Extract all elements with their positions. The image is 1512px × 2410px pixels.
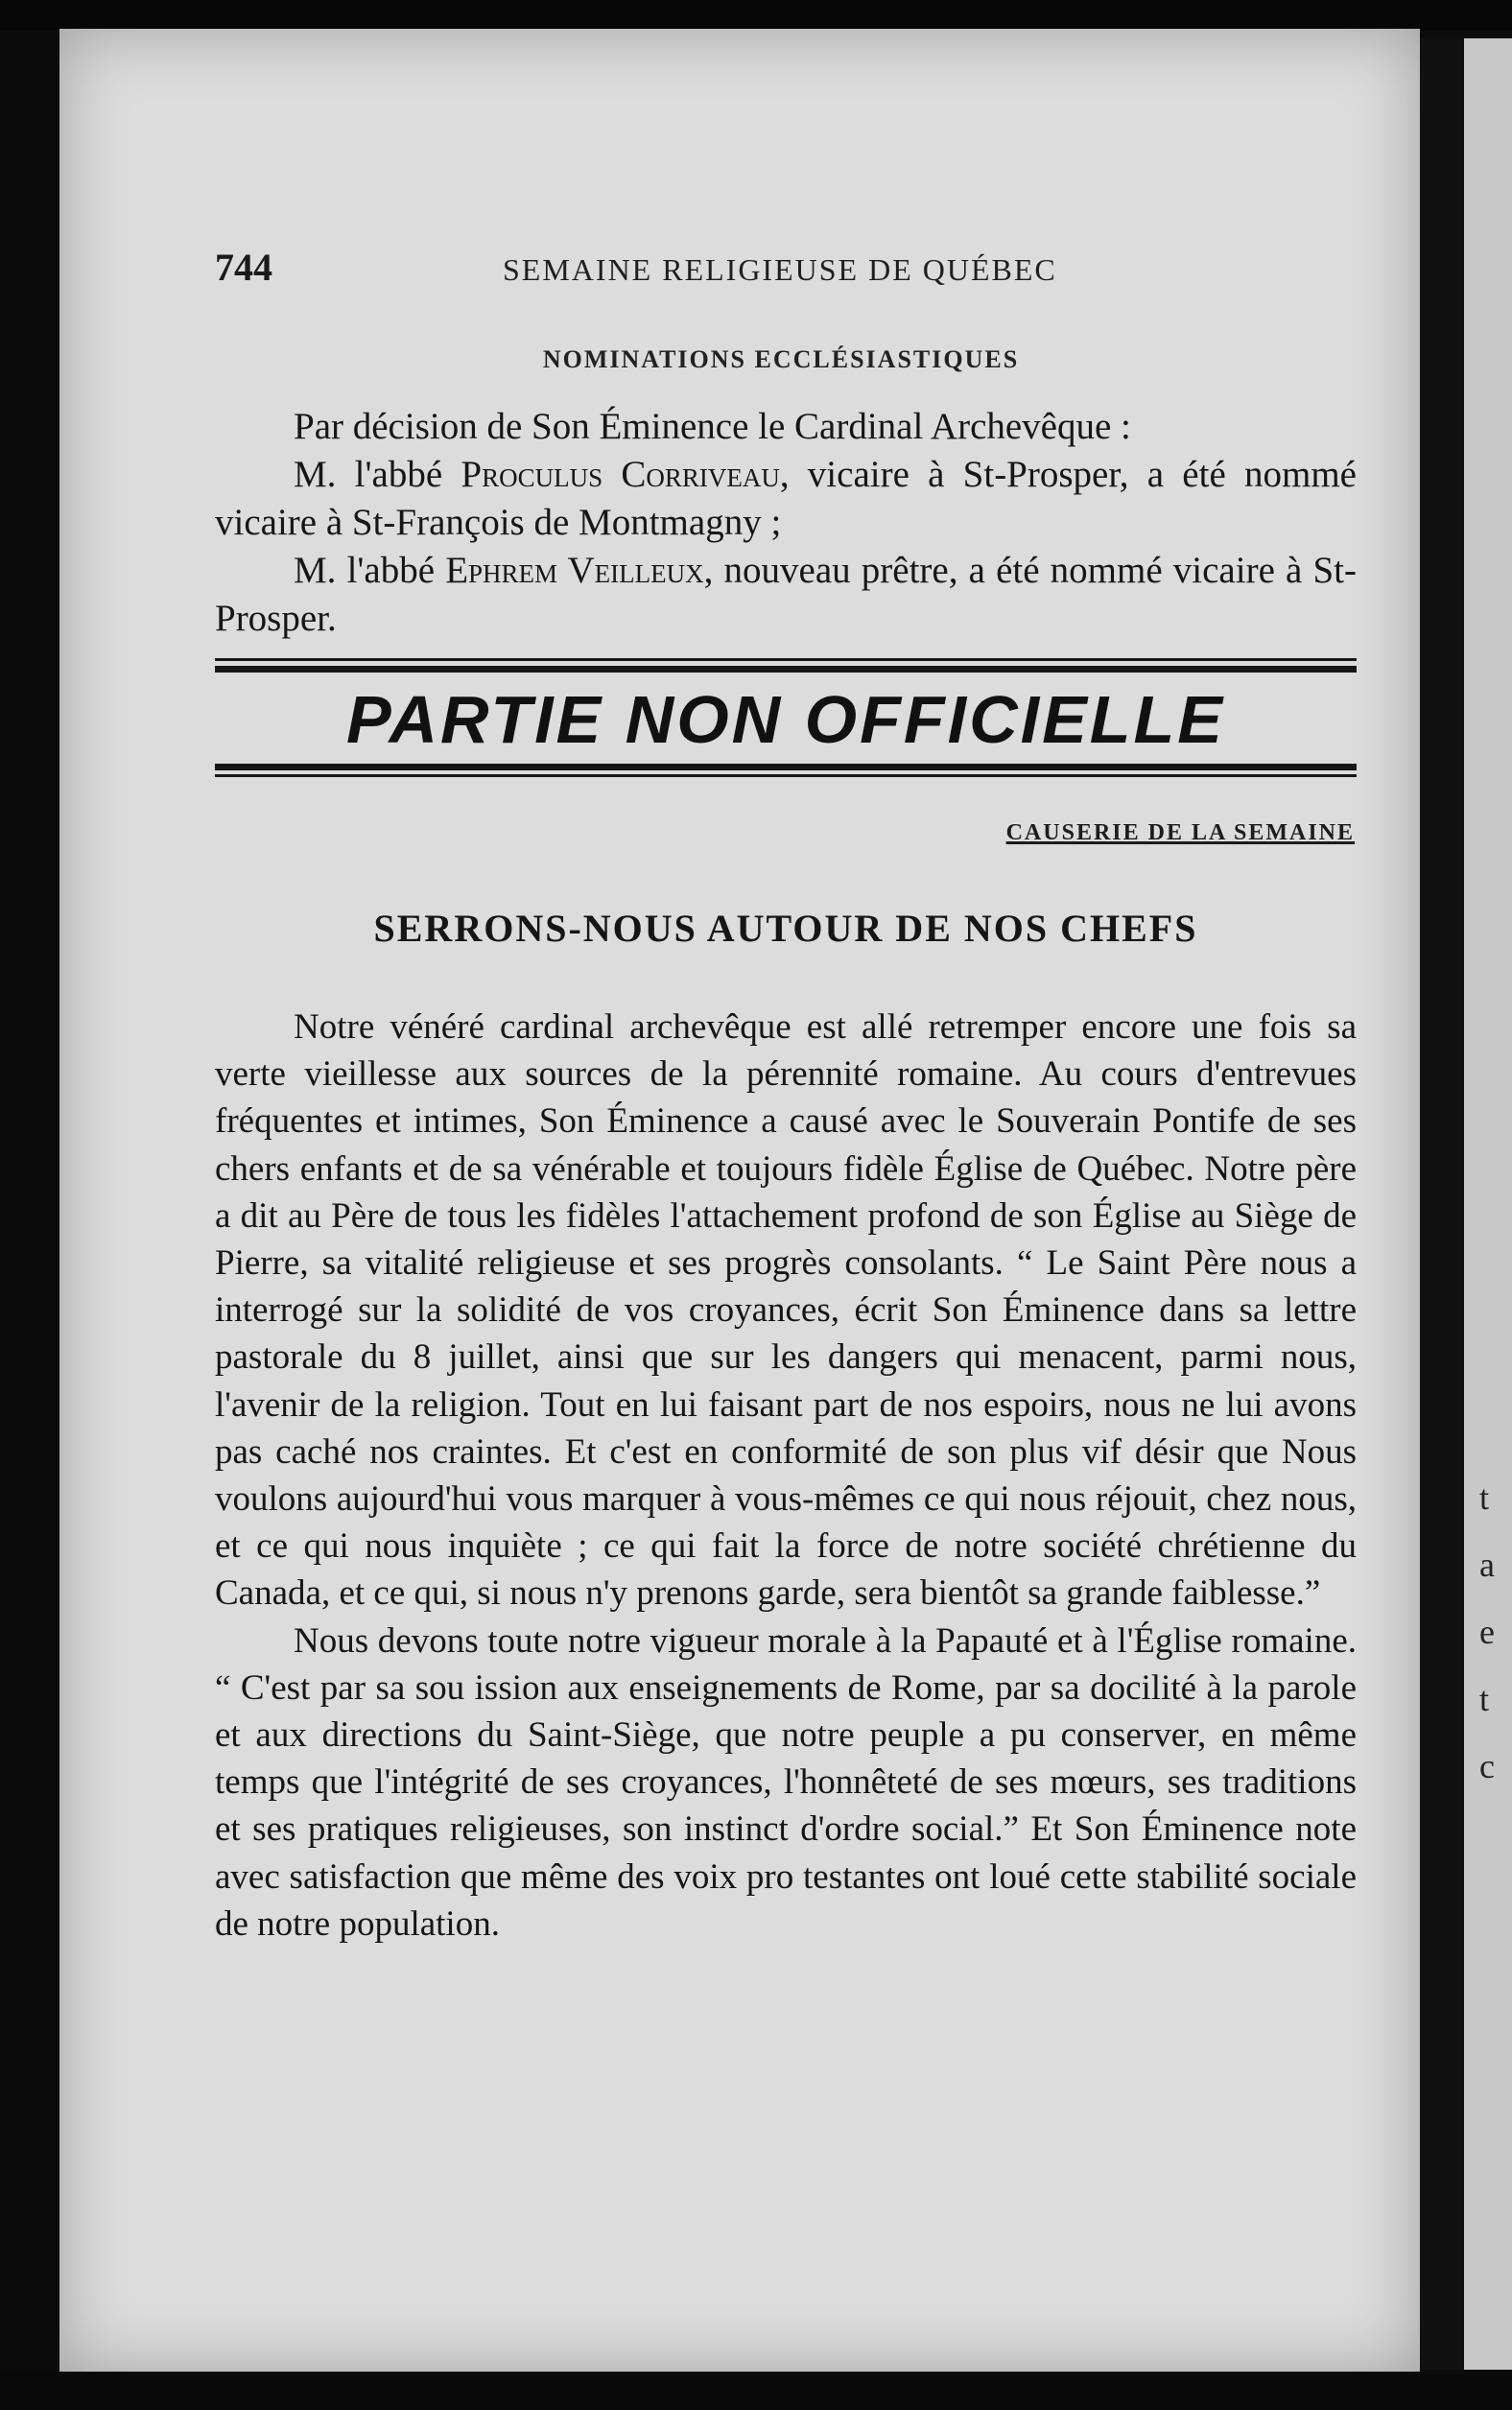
nomination-entry: [215, 451, 1357, 547]
page-header: [215, 245, 1347, 302]
column-label: CAUSERIE DE LA SEMAINE: [1005, 820, 1355, 845]
scan-frame-top: [0, 0, 1512, 31]
divider-rule: [215, 666, 1357, 673]
entry-prefix: M. l'abbé: [294, 454, 461, 495]
nominations-heading: NOMINATIONS ECCLÉSIASTIQUES: [542, 345, 1020, 373]
divider-rule: [215, 658, 1357, 661]
article-title: SERRONS-NOUS AUTOUR DE NOS CHEFS: [373, 907, 1198, 950]
adjacent-page-glyph: e: [1479, 1613, 1495, 1651]
page-gutter: [1420, 38, 1464, 2370]
scan-frame-bottom: [0, 2372, 1512, 2410]
running-head: SEMAINE RELIGIEUSE DE QUÉBEC: [503, 252, 1057, 287]
priest-name: Proculus Corriveau: [461, 454, 780, 495]
entry-text: , vicaire à St-Prosper, a été nommé vicaire à St-François de Montmagny ;: [215, 454, 1357, 543]
adjacent-page-edge: [1464, 38, 1512, 2370]
adjacent-page-glyph: t: [1479, 1680, 1490, 1718]
nominations-intro: Par décision de Son Éminence le Cardinal Archevêque :: [294, 406, 1131, 447]
page-number: 744: [215, 246, 272, 289]
section-title: PARTIE NON OFFICIELLE: [346, 682, 1225, 757]
entry-prefix: M. l'abbé: [294, 550, 446, 591]
divider-rule: [215, 764, 1357, 770]
nominations-block: [215, 403, 1357, 643]
adjacent-page-glyph: c: [1479, 1747, 1495, 1785]
article-paragraph: Nous devons toute notre vigueur morale à la Papauté et à l'Église romaine. “ C'est par sa sou ission aux enseignements de Rome, par sa docilité à la parole et aux directions du Saint-Siège, que notre peuple a pu conserver, en même temps que l'intégrité de ses croyances, l'honnêteté de ses mœurs, ses traditions et ses pratiques religieuses, son instinct d'ordre social.” Et Son Éminence note avec satisfaction que même des voix pro testantes ont loué cette stabilité sociale de notre population.: [215, 1620, 1357, 1944]
nomination-entry: [215, 547, 1357, 643]
article-paragraph: Notre vénéré cardinal archevêque est allé retremper encore une fois sa verte vieillesse aux sources de la pérennité romaine. Au cours d'entrevues fréquentes et intimes, Son Éminence a causé avec le Souverain Pontife de ses chers enfants et de sa vénérable et toujours fidèle Église de Québec. Notre père a dit au Père de tous les fidèles l'attachement profond de son Église au Siège de Pierre, sa vitalité religieuse et ses progrès consolants. “ Le Saint Père nous a interrogé sur la solidité de vos croyances, écrit Son Éminence dans sa lettre pastorale du 8 juillet, ainsi que sur les dangers qui menacent, parmi nous, l'avenir de la religion. Tout en lui faisant part de nos espoirs, nous ne lui avons pas caché nos craintes. Et c'est en conformité de son plus vif désir que Nous voulons aujourd'hui vous marquer à vous-mêmes ce qui nous réjouit, chez nous, et ce qui nous inquiète ; ce qui fait la force de notre société chrétienne du Canada, et ce qui, si nous n'y prenons garde, sera bientôt sa grande faiblesse.”: [215, 1007, 1357, 1614]
entry-text: , nouveau prêtre, a été nommé vicaire à St-Prosper.: [215, 550, 1357, 639]
divider-rule: [215, 774, 1357, 777]
adjacent-page-glyph: a: [1479, 1546, 1495, 1584]
article-body: [215, 1004, 1357, 1948]
adjacent-page-glyph: t: [1479, 1478, 1490, 1517]
priest-name: Ephrem Veilleux: [445, 550, 704, 591]
